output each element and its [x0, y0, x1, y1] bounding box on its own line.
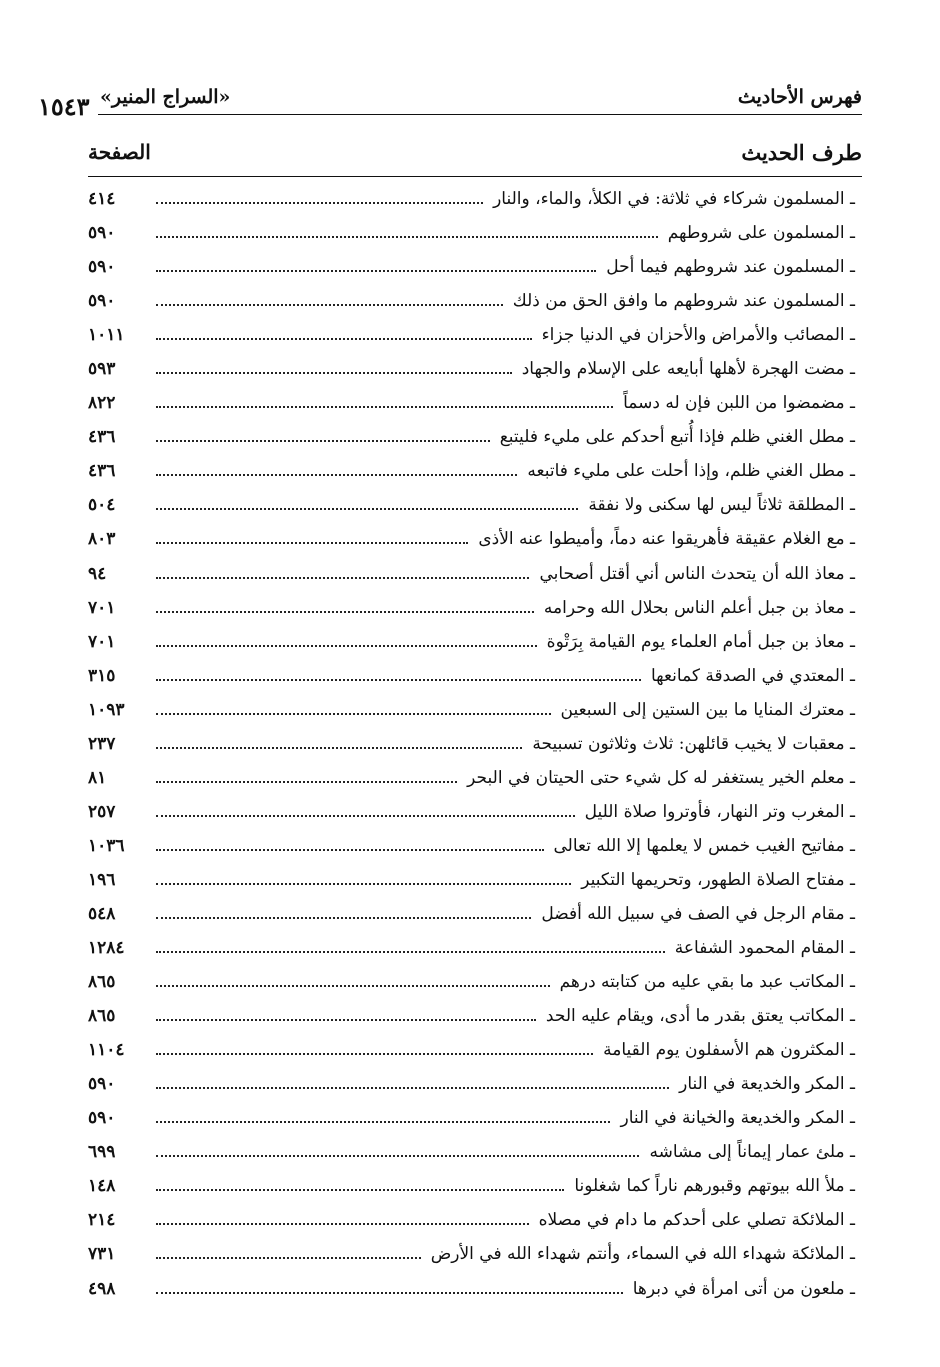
dot-leader [156, 304, 503, 306]
entry-page-number: ٢١٤ [88, 1210, 116, 1231]
entry-page-number: ٤١٤ [88, 189, 116, 210]
hadith-text: ـ المكثرون هم الأسفلون يوم القيامة [603, 1040, 855, 1061]
index-entry [88, 659, 855, 693]
entry-page-number: ٦٩٩ [88, 1142, 116, 1163]
dot-leader [156, 1155, 639, 1157]
index-entry [88, 897, 855, 931]
index-entry [88, 216, 855, 250]
index-entry [88, 931, 855, 965]
dot-leader [156, 1087, 669, 1089]
entry-page-number: ٨٦٥ [88, 972, 116, 993]
entry-page-number: ٨١ [88, 767, 107, 788]
index-entry [88, 591, 855, 625]
entry-page-number: ٨٦٥ [88, 1006, 116, 1027]
dot-leader [156, 747, 522, 749]
book-title: «السراج المنير» [100, 86, 231, 108]
hadith-text: ـ مضت الهجرة لأهلها أبايعه على الإسلام والجهاد [521, 359, 855, 380]
entry-page-number: ٥٩٠ [88, 223, 116, 244]
hadith-text: ـ ملأ الله بيوتهم وقبورهم ناراً كما شغلونا [574, 1176, 855, 1197]
hadith-text: ـ المسلمون عند شروطهم ما وافق الحق من ذلك [512, 291, 855, 312]
entry-page-number: ٧٣١ [88, 1244, 116, 1265]
entry-page-number: ٤٣٦ [88, 427, 116, 448]
entry-page-number: ١١٠٤ [88, 1040, 125, 1061]
hadith-index-list [88, 182, 855, 1306]
hadith-text: ـ معاذ بن جبل أمام العلماء يوم القيامة بِرَتْوة [546, 631, 855, 652]
index-entry [88, 318, 855, 352]
index-entry [88, 386, 855, 420]
index-entry [88, 1237, 855, 1271]
hadith-text: ـ المصائب والأمراض والأحزان في الدنيا جزاء [541, 325, 855, 346]
entry-page-number: ١٢٨٤ [88, 938, 125, 959]
entry-page-number: ٨٠٣ [88, 529, 116, 550]
hadith-text: ـ الملائكة تصلي على أحدكم ما دام في مصلاه [538, 1210, 855, 1231]
column-header-rule [88, 176, 862, 177]
index-entry [88, 420, 855, 454]
dot-leader [156, 849, 544, 851]
index-entry [88, 352, 855, 386]
dot-leader [156, 1189, 564, 1191]
index-entry [88, 795, 855, 829]
hadith-text: ـ المغرب وتر النهار، فأوتروا صلاة الليل [584, 801, 855, 822]
hadith-text: ـ المسلمون عند شروطهم فيما أحل [606, 257, 855, 278]
index-entry [88, 863, 855, 897]
hadith-text: ـ المسلمون شركاء في ثلاثة: في الكلأ، والماء، والنار [493, 189, 855, 210]
dot-leader [156, 985, 550, 987]
hadith-text: ـ مطل الغني ظلم فإذا أُتبع أحدكم على مليء فليتبع [499, 427, 855, 448]
hadith-text: ـ ملئ عمار إيماناً إلى مشاشه [649, 1142, 855, 1163]
dot-leader [156, 1121, 610, 1123]
hadith-text: ـ المسلمون على شروطهم [667, 223, 855, 244]
hadith-text: ـ معاذ الله أن يتحدث الناس أني أقتل أصحابي [539, 563, 855, 584]
dot-leader [156, 236, 658, 238]
entry-page-number: ١٩٦ [88, 869, 116, 890]
hadith-text: ـ الملائكة شهداء الله في السماء، وأنتم شهداء الله في الأرض [430, 1244, 855, 1265]
index-entry [88, 1169, 855, 1203]
index-entry [88, 182, 855, 216]
entry-page-number: ٩٤ [88, 563, 107, 584]
entry-page-number: ٤٩٨ [88, 1278, 116, 1299]
entry-page-number: ٨٢٢ [88, 393, 116, 414]
hadith-text: ـ مطل الغني ظلم، وإذا أحلت على مليء فاتبعه [527, 461, 855, 482]
index-entry [88, 1067, 855, 1101]
dot-leader [156, 372, 512, 374]
page-column-header: الصفحة [88, 140, 151, 164]
dot-leader [156, 542, 468, 544]
header-rule [98, 114, 862, 115]
index-entry [88, 454, 855, 488]
index-entry [88, 1203, 855, 1237]
entry-page-number: ٥٠٤ [88, 495, 116, 516]
column-headers [88, 138, 862, 178]
index-entry [88, 250, 855, 284]
index-entry [88, 1272, 855, 1306]
entry-page-number: ٥٩٠ [88, 1108, 116, 1129]
entry-page-number: ٥٩٠ [88, 257, 116, 278]
dot-leader [156, 406, 613, 408]
entry-page-number: ٢٥٧ [88, 801, 116, 822]
dot-leader [156, 1053, 593, 1055]
dot-leader [156, 1223, 529, 1225]
hadith-text: ـ المكر والخديعة والخيانة في النار [620, 1108, 855, 1129]
entry-page-number: ١٠٩٣ [88, 699, 125, 720]
dot-leader [156, 917, 531, 919]
index-entry [88, 625, 855, 659]
hadith-column-header: طرف الحديث [741, 140, 862, 165]
dot-leader [156, 883, 571, 885]
index-entry [88, 693, 855, 727]
hadith-text: ـ معلم الخير يستغفر له كل شيء حتى الحيتان في البحر [467, 767, 855, 788]
hadith-text: ـ مع الغلام عقيقة فأهريقوا عنه دماً، وأميطوا عنه الأذى [478, 529, 855, 550]
hadith-text: ـ المكاتب يعتق بقدر ما أدى، ويقام عليه الحد [545, 1006, 855, 1027]
hadith-text: ـ مقام الرجل في الصف في سبيل الله أفضل [541, 904, 855, 924]
hadith-text: ـ معقبات لا يخيب قائلهن: ثلاث وثلاثون تسبيحة [532, 733, 855, 754]
index-entry [88, 1101, 855, 1135]
index-entry [88, 488, 855, 522]
entry-page-number: ١٠٣٦ [88, 835, 125, 856]
entry-page-number: ١٤٨ [88, 1176, 116, 1197]
index-title: فهرس الأحاديث [737, 86, 862, 108]
index-entry [88, 727, 855, 761]
hadith-text: ـ مضمضوا من اللبن فإن له دسماً [623, 393, 855, 414]
entry-page-number: ٤٣٦ [88, 461, 116, 482]
dot-leader [156, 270, 596, 272]
entry-page-number: ٧٠١ [88, 597, 116, 618]
entry-page-number: ٥٩٠ [88, 291, 116, 312]
hadith-text: ـ المقام المحمود الشفاعة [674, 938, 855, 959]
hadith-text: ـ المكاتب عبد ما بقي عليه من كتابته درهم [559, 972, 855, 993]
entry-page-number: ١٠١١ [88, 325, 125, 346]
dot-leader [156, 645, 537, 647]
hadith-text: ـ ملعون من أتى امرأة في دبرها [632, 1278, 855, 1299]
hadith-text: ـ المعتدي في الصدقة كمانعها [650, 665, 855, 686]
dot-leader [156, 951, 665, 953]
dot-leader [156, 781, 457, 783]
index-entry [88, 522, 855, 556]
hadith-text: ـ مفاتيح الغيب خمس لا يعلمها إلا الله تعالى [553, 835, 855, 856]
dot-leader [156, 338, 532, 340]
index-entry [88, 1135, 855, 1169]
entry-page-number: ٥٩٠ [88, 1074, 116, 1095]
dot-leader [156, 713, 551, 715]
dot-leader [156, 611, 534, 613]
page-number: ١٥٤٣ [38, 92, 90, 121]
hadith-text: ـ معاذ بن جبل أعلم الناس بحلال الله وحرامه [543, 597, 855, 618]
dot-leader [156, 815, 575, 817]
dot-leader [156, 679, 641, 681]
dot-leader [156, 1257, 421, 1259]
index-entry [88, 829, 855, 863]
index-entry [88, 1033, 855, 1067]
index-entry [88, 965, 855, 999]
hadith-text: ـ المطلقة ثلاثاً ليس لها سكنى ولا نفقة [588, 495, 855, 516]
dot-leader [156, 474, 517, 476]
entry-page-number: ٧٠١ [88, 631, 116, 652]
dot-leader [156, 1292, 623, 1294]
index-entry [88, 557, 855, 591]
dot-leader [156, 1019, 536, 1021]
dot-leader [156, 440, 490, 442]
dot-leader [156, 577, 529, 579]
entry-page-number: ٥٤٨ [88, 904, 116, 924]
index-entry [88, 761, 855, 795]
entry-page-number: ٣١٥ [88, 665, 116, 686]
index-entry [88, 284, 855, 318]
index-entry [88, 999, 855, 1033]
dot-leader [156, 508, 578, 510]
hadith-text: ـ مفتاح الصلاة الطهور، وتحريمها التكبير [581, 869, 855, 890]
dot-leader [156, 202, 483, 204]
entry-page-number: ٢٣٧ [88, 733, 116, 754]
hadith-text: ـ المكر والخديعة في النار [679, 1074, 855, 1095]
running-header [38, 78, 862, 121]
entry-page-number: ٥٩٣ [88, 359, 116, 380]
hadith-text: ـ معترك المنايا ما بين الستين إلى السبعين [560, 699, 855, 720]
